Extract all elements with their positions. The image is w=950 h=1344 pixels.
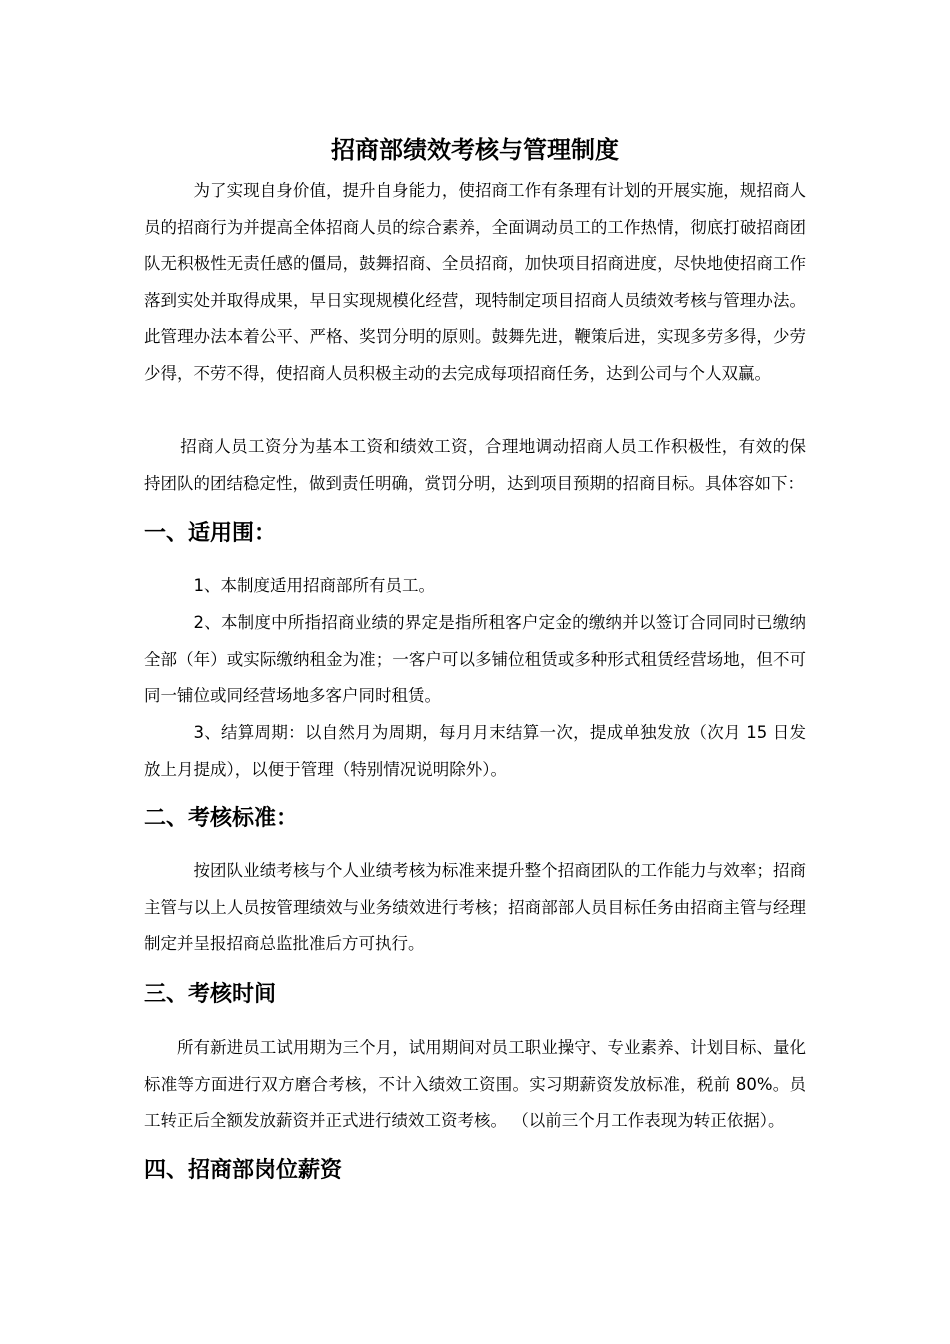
section-3-body: 所有新进员工试用期为三个月，试用期间对员工职业操守、专业素养、计划目标、量化标准等方面进行双方磨合考核，不计入绩效工资围。实习期薪资发放标准，税前 80%。员工转正后全额发放薪资并正式进行绩效工资考核。 （以前三个月工作表现为转正依据）。 bbox=[144, 1038, 806, 1130]
section-1-item-2: 2、本制度中所指招商业绩的界定是指所租客户定金的缴纳并以签订合同同时已缴纳全部（年）或实际缴纳租金为准；一客户可以多铺位租赁或多种形式租赁经营场地，但不可同一铺位或同经营场地多客户同时租赁。 bbox=[144, 613, 806, 705]
section-1-heading: 一、适用围： bbox=[144, 521, 277, 546]
section-3-heading: 三、考核时间 bbox=[144, 982, 277, 1007]
document-title: 招商部绩效考核与管理制度 bbox=[331, 136, 619, 164]
intro-paragraph-2: 招商人员工资分为基本工资和绩效工资，合理地调动招商人员工作积极性，有效的保持团队的团结稳定性，做到责任明确，赏罚分明，达到项目预期的招商目标。具体容如下： bbox=[144, 437, 806, 493]
section-1-item-1: 1、本制度适用招商部所有员工。 bbox=[193, 576, 435, 595]
section-4-heading: 四、招商部岗位薪资 bbox=[144, 1158, 343, 1183]
section-1-item-3: 3、结算周期：以自然月为周期，每月月末结算一次，提成单独发放（次月 15 日发放上月提成），以便于管理（特别情况说明除外）。 bbox=[144, 723, 806, 779]
intro-paragraph-1: 为了实现自身价值，提升自身能力，使招商工作有条理有计划的开展实施，规招商人员的招商行为并提高全体招商人员的综合素养，全面调动员工的工作热情，彻底打破招商团队无积极性无责任感的僵局，鼓舞招商、全员招商，加快项目招商进度，尽快地使招商工作落到实处并取得成果，早日实现规模化经营，现特制定项目招商人员绩效考核与管理办法。此管理办法本着公平、严格、奖罚分明的原则。鼓舞先进，鞭策后进，实现多劳多得，少劳少得，不劳不得，使招商人员积极主动的去完成每项招商任务，达到公司与个人双赢。 bbox=[144, 181, 806, 383]
section-2-heading: 二、考核标准： bbox=[144, 806, 299, 831]
section-2-body: 按团队业绩考核与个人业绩考核为标准来提升整个招商团队的工作能力与效率；招商主管与以上人员按管理绩效与业务绩效进行考核；招商部部人员目标任务由招商主管与经理制定并呈报招商总监批准后方可执行。 bbox=[144, 861, 806, 953]
